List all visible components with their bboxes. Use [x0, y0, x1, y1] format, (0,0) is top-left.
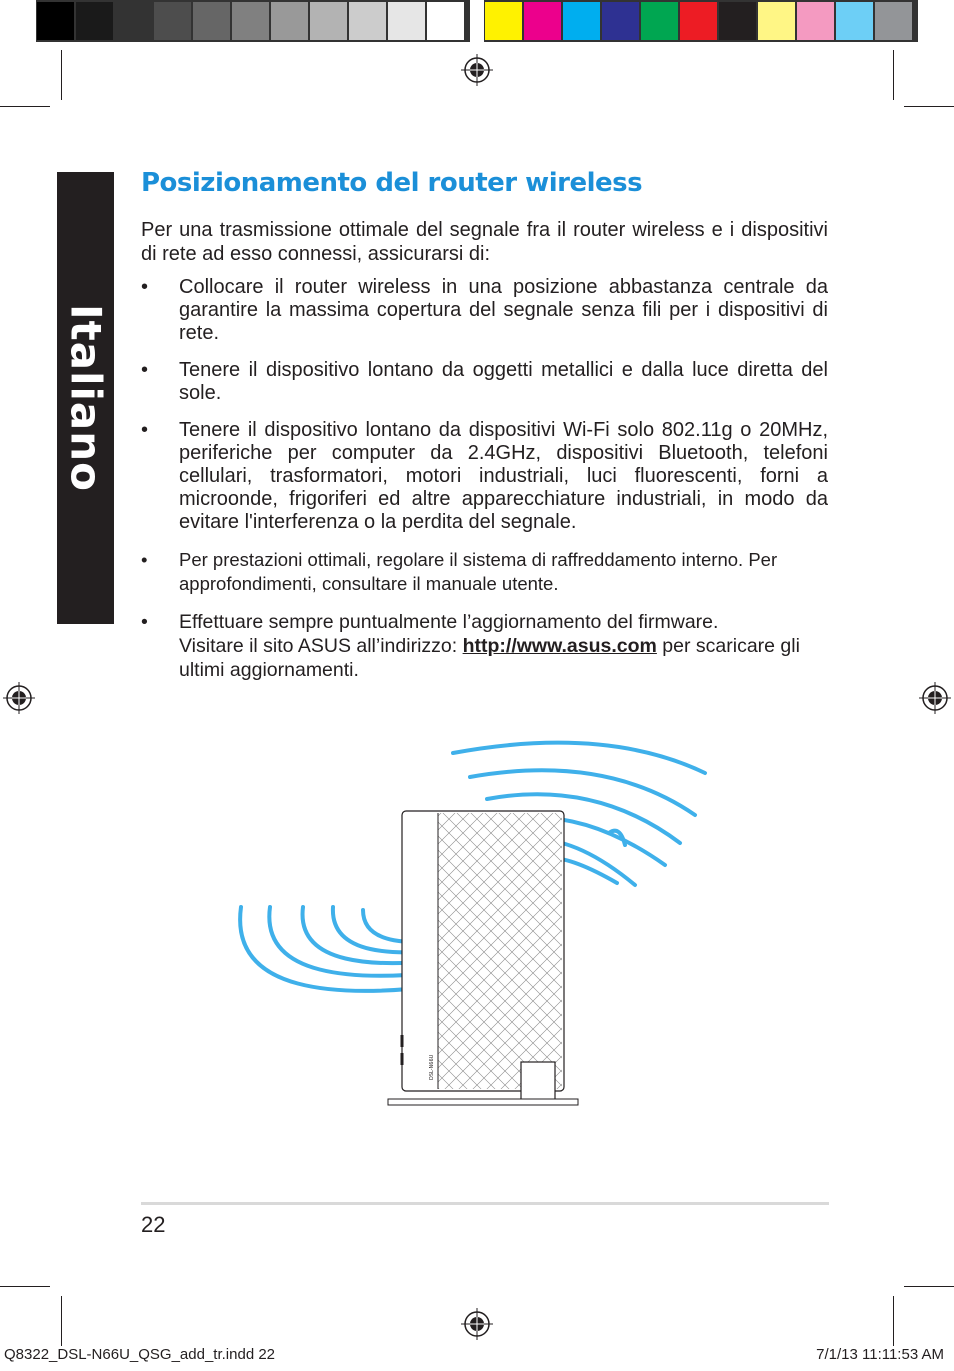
bullet-icon: • [141, 359, 149, 381]
color-swatch [797, 2, 834, 40]
color-swatch [388, 2, 425, 40]
crop-mark [904, 106, 954, 107]
color-swatch [641, 2, 678, 40]
color-swatch [37, 2, 74, 40]
intro-paragraph: Per una trasmissione ottimale del segnale fra il router wireless e i dispositivi di rete ad esso connessi, assicurarsi di: [141, 219, 828, 265]
color-swatch [427, 2, 464, 40]
crop-mark [904, 1286, 954, 1287]
color-swatch [485, 2, 522, 40]
router-icon [388, 811, 578, 1105]
crop-mark [61, 50, 62, 100]
color-swatch [719, 2, 756, 40]
grayscale-color-bar [36, 0, 470, 42]
color-swatch [875, 2, 912, 40]
crop-mark [61, 1296, 62, 1346]
list-item: • Tenere il dispositivo lontano da oggetti metallici e dalla luce diretta del sole. [141, 359, 828, 404]
page-number: 22 [141, 1212, 166, 1237]
list-item: • Effettuare sempre puntualmente l’aggiornamento del firmware. Visitare il sito ASUS all’indirizzo: http://www.asus.com per scaricare gli ultimi aggiornamenti. [141, 611, 800, 681]
process-color-bar [484, 0, 918, 42]
registration-mark-icon [919, 682, 951, 714]
placement-tips-list [141, 276, 828, 696]
crop-mark [893, 1296, 894, 1346]
list-item: • Tenere il dispositivo lontano da dispositivi Wi-Fi solo 802.11g o 20MHz, periferiche per computer da 2.4GHz, dispositivi Bluetooth, telefoni cellulari, trasformatori, motori industriali, luci fluorescenti, forni a microonde, frigoriferi ed altre apparecchiature industriali, in modo da evitare l'interferenza o la perdita del segnale. [141, 419, 828, 533]
color-swatch [524, 2, 561, 40]
language-side-tab [57, 172, 114, 624]
list-item: • Per prestazioni ottimali, regolare il sistema di raffreddamento interno. Per approfondimenti, consultare il manuale utente. [141, 549, 778, 594]
router-model-label: DSL-N66U [429, 1054, 435, 1080]
bullet-icon: • [141, 276, 149, 298]
file-slug-left: Q8322_DSL-N66U_QSG_add_tr.indd 22 [4, 1346, 276, 1363]
color-swatch [563, 2, 600, 40]
footer-divider [141, 1202, 829, 1205]
registration-mark-icon [461, 54, 493, 86]
file-slug-right: 7/1/13 11:11:53 AM [816, 1346, 944, 1363]
bullet-icon: • [141, 549, 148, 570]
bullet-icon: • [141, 419, 149, 441]
color-swatch [349, 2, 386, 40]
color-swatch [680, 2, 717, 40]
list-item: • Collocare il router wireless in una posizione abbastanza centrale da garantire la massima copertura del segnale senza fili per i dispositivi di rete. [141, 276, 828, 344]
router-placement-illustration [225, 735, 715, 1115]
color-swatch [232, 2, 269, 40]
crop-mark [0, 106, 50, 107]
section-heading: Posizionamento del router wireless [141, 168, 643, 198]
color-swatch [602, 2, 639, 40]
crop-mark [0, 1286, 50, 1287]
language-label: Italiano [61, 304, 110, 492]
color-swatch [76, 2, 113, 40]
color-swatch [154, 2, 191, 40]
color-swatch [193, 2, 230, 40]
crop-mark [893, 50, 894, 100]
color-swatch [115, 2, 152, 40]
color-swatch [310, 2, 347, 40]
registration-mark-icon [3, 682, 35, 714]
registration-mark-icon [461, 1308, 493, 1340]
color-swatch [758, 2, 795, 40]
bullet-icon: • [141, 611, 148, 633]
color-swatch [836, 2, 873, 40]
asus-website-link[interactable]: http://www.asus.com [462, 635, 657, 657]
color-swatch [271, 2, 308, 40]
